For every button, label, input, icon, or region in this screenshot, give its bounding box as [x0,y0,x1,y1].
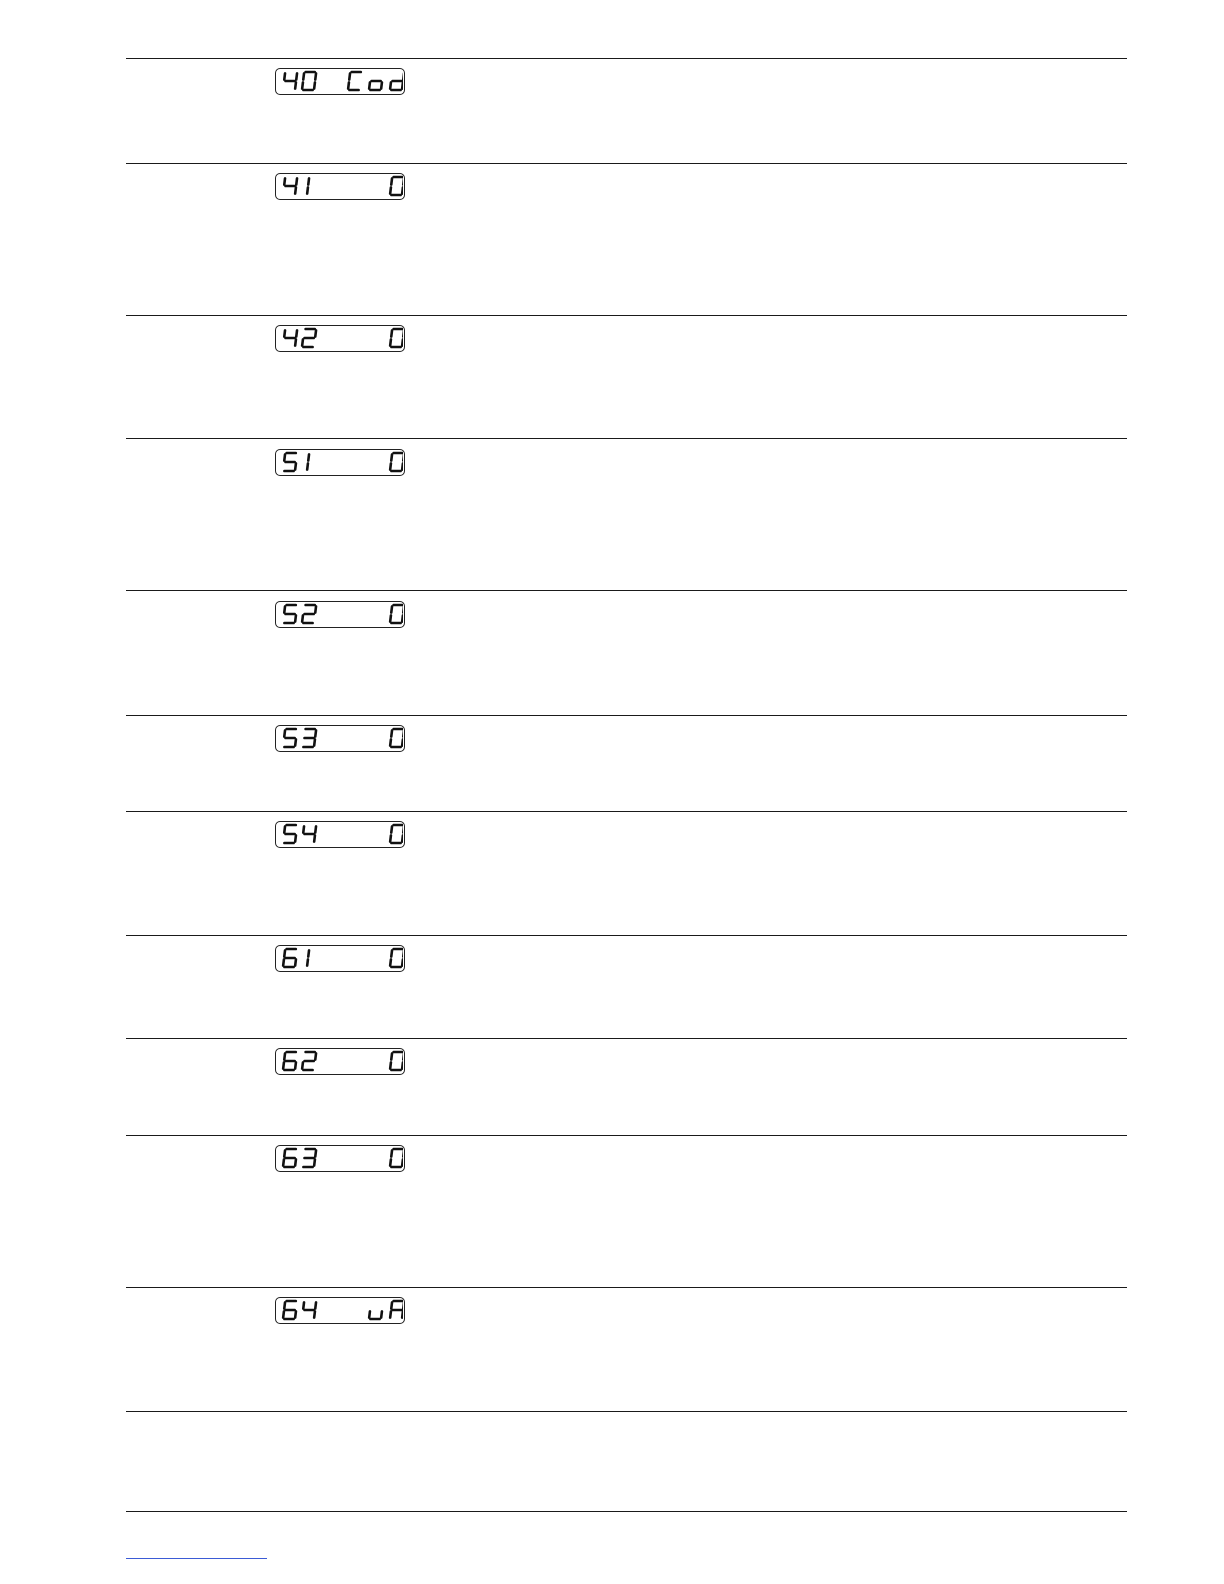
lcd-display-parameter-53 [275,725,405,752]
lcd-code-digit [284,73,297,88]
lcd-segments [276,822,403,846]
lcd-segments [276,946,403,970]
row-divider [126,715,1127,716]
lcd-code-digit [302,72,316,90]
row-divider [126,163,1127,164]
lcd-code-digit [302,605,316,623]
lcd-display-parameter-40 [275,68,405,95]
lcd-segments [276,450,403,474]
lcd-value-char [390,1301,403,1318]
lcd-segments [276,1298,403,1322]
lcd-code-digit [307,454,309,469]
lcd-value-char [390,453,403,471]
lcd-code-digit [303,1302,316,1317]
lcd-code-digit [284,729,296,747]
row-divider [126,935,1127,936]
lcd-code-digit [284,178,297,193]
row-divider [126,1511,1127,1512]
lcd-segments [276,1049,403,1073]
lcd-code-digit [302,329,316,347]
lcd-segments [276,326,403,350]
lcd-display-parameter-42 [275,325,405,352]
lcd-segments [276,726,403,750]
row-divider [126,811,1127,812]
lcd-value-char [369,1311,382,1319]
row-divider [126,315,1127,316]
lcd-code-digit [283,949,296,967]
lcd-segments [276,69,403,93]
lcd-code-digit [307,178,309,193]
lcd-code-digit [303,826,316,841]
lcd-display-parameter-61 [275,945,405,972]
lcd-code-digit [284,453,296,471]
lcd-segments [276,174,403,198]
lcd-code-digit [283,1149,296,1167]
lcd-value-char [390,1052,403,1070]
lcd-value-char [390,329,403,347]
lcd-code-digit [303,1149,316,1167]
row-divider [126,1287,1127,1288]
lcd-value-char [390,949,403,967]
lcd-value-char [390,825,403,843]
lcd-code-digit [284,825,296,843]
lcd-display-parameter-62 [275,1048,405,1075]
lcd-display-parameter-51 [275,449,405,476]
lcd-code-digit [303,729,316,747]
lcd-value-char [390,1149,403,1167]
row-divider [126,1411,1127,1412]
lcd-segments [276,602,403,626]
lcd-code-digit [283,1301,296,1319]
lcd-value-char [390,73,403,90]
lcd-display-parameter-63 [275,1145,405,1172]
lcd-code-digit [283,1052,296,1070]
row-divider [126,58,1127,59]
lcd-value-char [348,72,361,90]
lcd-display-parameter-54 [275,821,405,848]
lcd-value-char [390,605,403,623]
row-divider [126,1038,1127,1039]
lcd-code-digit [302,1052,316,1070]
lcd-code-digit [284,605,296,623]
lcd-segments [276,1146,403,1170]
lcd-value-char [369,81,382,90]
lcd-display-parameter-41 [275,173,405,200]
lcd-value-char [390,729,403,747]
lcd-display-parameter-64 [275,1297,405,1324]
lcd-code-digit [284,330,297,345]
row-divider [126,1135,1127,1136]
lcd-display-parameter-52 [275,601,405,628]
lcd-value-char [390,177,403,195]
footnote-separator [126,1558,267,1559]
row-divider [126,438,1127,439]
row-divider [126,590,1127,591]
lcd-code-digit [307,950,309,965]
